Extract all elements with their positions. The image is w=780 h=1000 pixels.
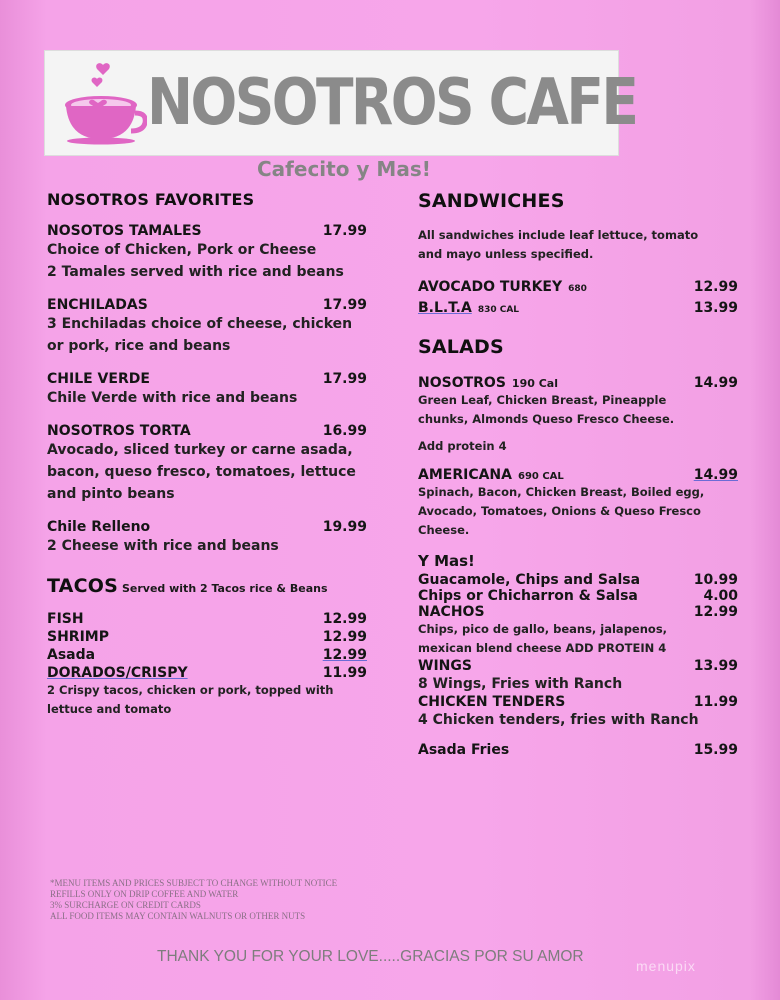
menu-item-nosotros-salad [418,372,738,391]
item-price: 14.99 [693,467,738,483]
item-calories: 690 CAL [517,471,564,482]
section-title-tacos: TACOS [47,575,118,597]
item-desc: Cheese. [418,523,470,537]
logo-banner [44,50,637,156]
item-price: 17.99 [322,223,367,239]
item-price: 4.00 [703,588,738,604]
sandwiches-note: All sandwiches include leaf lettuce, tomato [418,228,699,242]
menu-item-asada-fries [418,742,738,758]
menu-item-asada [47,647,367,663]
item-calories: 830 CAL [477,305,520,315]
item-desc: Avocado, Tomatoes, Onions & Queso Fresco [418,504,701,518]
menu-item-wings [418,658,738,674]
item-name: DORADOS/CRISPY [47,665,188,681]
item-name: Asada [47,647,96,663]
footer-notes [50,878,337,922]
item-price: 17.99 [322,297,367,313]
menu-item-dorados [47,665,367,681]
item-calories: 190 Cal [511,377,558,390]
menu-item-nachos [418,604,738,620]
item-name: CHILE VERDE [47,371,150,387]
menu-item-chile-verde [47,371,367,409]
menu-item-avocado-turkey [418,276,738,295]
menu-item-torta [47,423,367,505]
item-name: AVOCADO TURKEY [418,279,563,295]
tagline: Cafecito y Mas! [257,157,431,181]
item-desc: chunks, Almonds Queso Fresco Cheese. [418,412,675,426]
menu-item-chicken-tenders [418,694,738,710]
item-name: Chile Relleno [47,519,151,535]
menu-item-shrimp [47,629,367,645]
menu-item-fish [47,611,367,627]
item-name: NOSOTOS TAMALES [47,223,202,239]
footer-note: *MENU ITEMS AND PRICES SUBJECT TO CHANGE WITHOUT NOTICE [50,878,338,888]
item-price: 14.99 [693,375,738,391]
item-name: WINGS [418,658,472,674]
menu-item-guacamole [418,572,738,588]
item-desc: Choice of Chicken, Pork or Cheese [47,242,317,258]
item-price: 12.99 [693,604,738,620]
item-desc: Spinach, Bacon, Chicken Breast, Boiled egg, [418,485,705,499]
item-name: NOSOTROS [418,375,506,391]
section-title-favorites: NOSOTROS FAVORITES [47,190,255,209]
item-price: 16.99 [322,423,367,439]
item-price: 12.99 [693,279,738,295]
item-name: SHRIMP [47,629,109,645]
item-name: NOSOTROS TORTA [47,423,191,439]
thank-you-line: THANK YOU FOR YOUR LOVE.....GRACIAS POR SU AMOR [157,948,584,965]
menu-item-blta [418,297,738,316]
right-column [418,190,738,758]
item-name: FISH [47,611,84,627]
heart-coffee-cup-icon [63,61,147,145]
section-title-ymas: Y Mas! [418,552,475,570]
menu-item-chips [418,588,738,604]
item-price: 13.99 [693,658,738,674]
item-desc: 2 Crispy tacos, chicken or pork, topped with [47,683,334,697]
item-desc: and pinto beans [47,486,175,502]
footer-note: 3% SURCHARGE ON CREDIT CARDS [50,900,201,910]
item-price: 12.99 [322,629,367,645]
tacos-note: Served with 2 Tacos rice & Beans [121,582,328,595]
section-title-salads: SALADS [418,336,504,358]
menu-item-enchiladas [47,297,367,357]
item-calories: 680 [568,284,587,294]
item-price: 11.99 [322,665,367,681]
footer-note: REFILLS ONLY ON DRIP COFFEE AND WATER [50,889,239,899]
footer-note: ALL FOOD ITEMS MAY CONTAIN WALNUTS OR OTHER NUTS [50,911,306,921]
menu-item-americana [418,464,738,483]
item-desc: 4 Chicken tenders, fries with Ranch [418,712,699,728]
item-price: 12.99 [322,611,367,627]
item-desc: bacon, queso fresco, tomatoes, lettuce [47,464,356,480]
item-desc: 2 Cheese with rice and beans [47,538,279,554]
tacos-header [47,575,367,597]
item-desc: Avocado, sliced turkey or carne asada, [47,442,353,458]
item-desc: 3 Enchiladas choice of cheese, chicken [47,316,353,332]
item-name: Asada Fries [418,742,510,758]
item-desc: Green Leaf, Chicken Breast, Pineapple [418,393,667,407]
item-price: 19.99 [322,519,367,535]
item-desc: or pork, rice and beans [47,338,231,354]
logo-title: NOSOTROS CAFE [147,66,637,140]
item-desc: 8 Wings, Fries with Ranch [418,676,623,692]
item-name: AMERICANA [418,467,512,483]
item-desc: 2 Tamales served with rice and beans [47,264,344,280]
item-name: CHICKEN TENDERS [418,694,566,710]
add-protein-note: Add protein 4 [418,439,507,453]
item-desc: Chile Verde with rice and beans [47,390,298,406]
item-price: 17.99 [322,371,367,387]
item-price: 15.99 [693,742,738,758]
menu-item-chile-relleno [47,519,367,557]
menu-item-tamales [47,223,367,283]
item-name: Guacamole, Chips and Salsa [418,572,641,588]
item-name: NACHOS [418,604,485,620]
item-desc: mexican blend cheese ADD PROTEIN 4 [418,641,667,655]
section-title-sandwiches: SANDWICHES [418,190,565,212]
item-desc: Chips, pico de gallo, beans, jalapenos, [418,622,668,636]
watermark: menupix [636,958,696,974]
left-column [47,190,367,719]
item-price: 10.99 [693,572,738,588]
item-price: 11.99 [693,694,738,710]
item-name: Chips or Chicharron & Salsa [418,588,638,604]
item-price: 13.99 [693,300,738,316]
item-name: ENCHILADAS [47,297,148,313]
item-price: 12.99 [322,647,367,663]
item-name: B.L.T.A [418,300,472,316]
item-desc: lettuce and tomato [47,702,172,716]
sandwiches-note: and mayo unless specified. [418,247,594,261]
